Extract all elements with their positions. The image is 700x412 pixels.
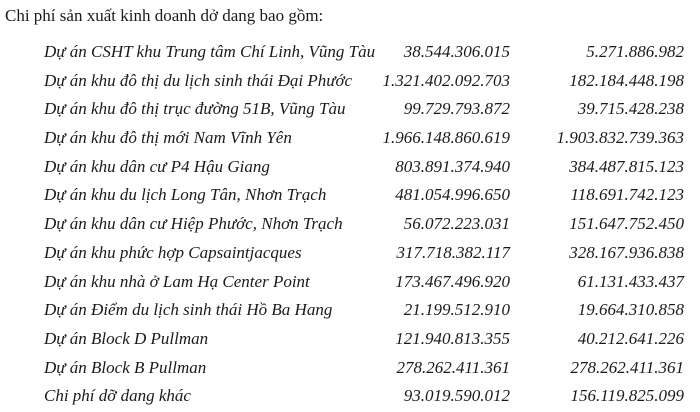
table-row xyxy=(0,325,700,354)
prior-period-value: 118.691.742.123 xyxy=(570,185,684,205)
prior-period-value: 182.184.448.198 xyxy=(569,70,684,90)
project-label: Dự án khu du lịch Long Tân, Nhơn Trạch xyxy=(44,185,327,205)
table-row xyxy=(0,239,700,268)
project-label: Dự án Block B Pullman xyxy=(44,357,207,377)
table-row xyxy=(0,67,700,96)
project-label: Dự án Block D Pullman xyxy=(44,328,209,348)
current-period-value: 99.729.793.872 xyxy=(403,99,510,119)
project-label: Dự án khu dân cư P4 Hậu Giang xyxy=(44,156,270,176)
prior-period-value: 5.271.886.982 xyxy=(586,42,684,61)
prior-period-value: 39.715.428.238 xyxy=(577,99,684,119)
current-period-value: 56.072.223.031 xyxy=(403,214,510,234)
table-row xyxy=(0,296,700,325)
current-period-value: 317.718.382.117 xyxy=(396,242,510,262)
project-label: Dự án khu đô thị trục đường 51B, Vũng Tàu xyxy=(44,99,346,119)
project-label: Dự án khu dân cư Hiệp Phước, Nhơn Trạch xyxy=(44,214,343,234)
section-heading: Chi phí sản xuất kinh doanh dở dang bao gồm: xyxy=(5,6,324,25)
current-period-value: 1.966.148.860.619 xyxy=(382,128,510,148)
table-row xyxy=(0,124,700,153)
current-period-value: 173.467.496.920 xyxy=(395,271,510,291)
current-period-value: 803.891.374.940 xyxy=(395,156,510,176)
project-label: Dự án CSHT khu Trung tâm Chí Linh, Vũng Tàu xyxy=(44,42,376,61)
table-row xyxy=(0,181,700,210)
prior-period-value: 19.664.310.858 xyxy=(577,300,684,320)
project-label: Dự án khu phức hợp Capsaintjacques xyxy=(44,242,302,262)
prior-period-value: 156.119.825.099 xyxy=(570,386,684,406)
project-label: Dự án khu đô thị du lịch sinh thái Đại Phước xyxy=(44,70,353,90)
current-period-value: 93.019.590.012 xyxy=(403,386,510,406)
table-row xyxy=(0,210,700,239)
current-period-value: 21.199.512.910 xyxy=(403,300,510,320)
cost-table xyxy=(0,38,700,411)
current-period-value: 278.262.411.361 xyxy=(396,357,510,377)
current-period-value: 1.321.402.092.703 xyxy=(382,70,510,90)
project-label: Chi phí dỡ dang khác xyxy=(44,386,191,406)
table-row xyxy=(0,268,700,297)
table-row xyxy=(0,382,700,411)
prior-period-value: 40.212.641.226 xyxy=(577,328,684,348)
project-label: Dự án khu nhà ở Lam Hạ Center Point xyxy=(44,271,310,291)
table-row xyxy=(0,354,700,383)
prior-period-value: 151.647.752.450 xyxy=(569,214,684,234)
current-period-value: 121.940.813.355 xyxy=(395,328,510,348)
prior-period-value: 278.262.411.361 xyxy=(570,357,684,377)
current-period-value: 481.054.996.650 xyxy=(395,185,510,205)
project-label: Dự án Điểm du lịch sinh thái Hồ Ba Hang xyxy=(44,300,333,320)
table-row xyxy=(0,95,700,124)
prior-period-value: 61.131.433.437 xyxy=(577,271,684,291)
prior-period-value: 328.167.936.838 xyxy=(569,242,684,262)
prior-period-value: 1.903.832.739.363 xyxy=(556,128,684,148)
current-period-value: 38.544.306.015 xyxy=(403,42,510,61)
table-row xyxy=(0,153,700,182)
project-label: Dự án khu đô thị mới Nam Vĩnh Yên xyxy=(44,128,292,148)
prior-period-value: 384.487.815.123 xyxy=(569,156,684,176)
table-row xyxy=(0,38,700,67)
